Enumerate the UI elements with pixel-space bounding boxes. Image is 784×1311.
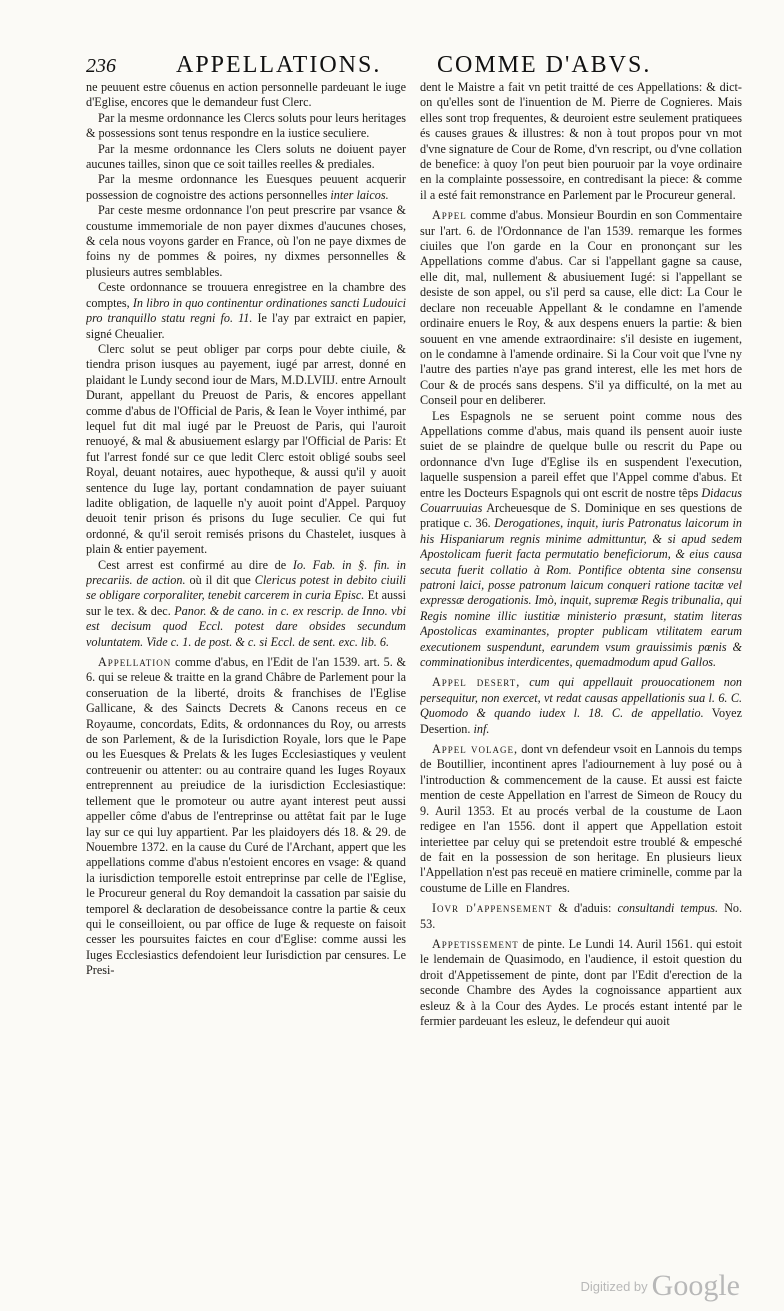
text: Cest arrest est confirmé au dire de [98, 557, 287, 572]
entry-paragraph [420, 208, 742, 408]
latin-phrase: consultandi tempus. [617, 901, 718, 916]
paragraph: Par la mesme ordonnance les Clers soluts ne doiuent payer aucunes tailles, sinon que ce soit tailles reelles & prediales. [86, 141, 406, 172]
paragraph [86, 280, 406, 342]
reference-number: No. 53. [420, 901, 742, 931]
right-column [420, 80, 742, 1029]
latin-citation: Panor. & de cano. in c. ex rescrip. de Inno. vbi est decisum quod Eccl. potest dare obsides secundum voluntatem. Vide c. 1. de post. & c. si Eccl. de sent. exc. lib. 6. [86, 603, 406, 649]
google-logo: Google [651, 1269, 740, 1302]
entry-headword: Appel volage, [432, 742, 519, 757]
paragraph [420, 409, 742, 671]
digitized-watermark [580, 1269, 740, 1303]
text: Ie l'ay par extraict en papier, signé Cheualier. [86, 311, 406, 341]
entry-headword: Appetissement [432, 936, 519, 951]
latin-definition: cum qui appellauit prouocationem non persequitur, non exercet, vt redat causas appellationis sua l. 6. C. Quomodo & quando iudex l. 18. C. de appellatio. [420, 675, 742, 721]
latin-citation: Io. Fab. in §. fin. in precariis. de action. [86, 557, 406, 587]
text: & d'aduis: [558, 901, 612, 916]
paragraph: Par ceste mesme ordonnance l'on peut prescrire par vsance & coustume immemoriale de non payer dixmes d'aucunes choses, & cela nous voyons garder en France, où l'on ne paye dixmes de foins ny de pommes & poires, ny dixmes personnelles & plusieurs autres semblables. [86, 203, 406, 279]
text: comme d'abus. Monsieur Bourdin en son Commentaire sur l'art. 6. de l'Ordonnance de l'an 1539. remarque les formes ciuiles que l'on garde en la Cour en prononçant sur les Appellations comme d'abus. Car si l'appellant gagne sa cause, elle dit, mal, nullement & abusiuement Iugé: si l'appellant se desiste de son appel, ou s'il perd sa cause, elle dict: La Cour le declare non receuable Appellant & le condamne en l'amende ordinaire enuers le Roy, & aux despens enuers la partie: & bien souuent en vne amende extraordinaire: s'il desiste en iugement, on le condamne à l'amende ordinaire. Si la Cour voit que l'vne ny l'autre des parties n'aye pas grand interest, elle les met hors de Cour & de procés sans despens. S'il ya difficulté, on la met au Conseil pour en deliberer. [420, 208, 742, 408]
paragraph: Clerc solut se peut obliger par corps pour debte ciuile, & tiendra prison iusques au payement, iugé par arrest, donné en plaidant le Lundy second iour de Mars, M.D.LVIIJ. entre Arnoult Durant, appellant du Preuost de Paris, & encores appellant comme d'abus de l'Official de Paris, & Iean le Voyer inthimé, par lequel fut dit mal iugé par le Preuost de Paris, qui l'auroit renuoyé, & mal & abusiuement eslargy par l'Official de Paris: Et fut l'arrest fondé sur ce que ledit Clerc estoit obligé soubs seel Royal, deuant notaires, auec hypotheque, & aussi qu'il y auoit sentence du Iuge lay, portant condamnation de payer suiuant ladite obligation, de laquelle n'y auoit point d'Appel. Parquoy deuoit tenir prison és prisons du Iuge seculier. Ce qui fut ordonné, & qu'il seroit remisés prisons du Chastelet, iusques à plain & entier payement. [86, 341, 406, 557]
running-title-left: APPELLATIONS. [176, 52, 382, 78]
text: Archeuesque de S. Dominique en ses questions de pratique c. 36. [420, 500, 742, 531]
page-number: 236 [86, 55, 116, 77]
paragraph: Par la mesme ordonnance les Clercs soluts pour leurs heritages & possessions sont tenus respondre en la iustice seculiere. [86, 110, 406, 141]
paragraph: dent le Maistre a fait vn petit traitté de ces Appellations: & dict-on qu'elles sont de l'inuention de M. Pierre de Cognieres. Mais elles sont trop frequentes, & deuroient estre seulement pratiquees és causes graues & illustres: & non à tout propos pour vn mot d'vne signature de Cour de Rome, d'vn rescript, ou d'vne collation de benefice: à quoy l'on peut bien pouruoir par la voye ordinaire en la complainte possessoire, en contredisant la piece: & comme il a esté fait remonstrance en Parlement par le Procureur general. [420, 80, 742, 202]
latin-citation: Clericus potest in debito ciuili se obligare corporaliter, tenebit carcerem in curia Episc. [86, 573, 406, 603]
text: Les Espagnols ne se seruent point comme nous des Appellations comme d'abus, mais quand ils pensent auoir iuste suiet de se plaindre de quelque bulle ou rescrit du Pape ou ordonnance d'vn Iuge d'Eglise ils en suspendent l'execution, laquelle suspension a pareil effet que l'Appel comme d'abus. Et entre les Docteurs Espagnols qui ont escrit de nostre têps [420, 408, 742, 500]
watermark-prefix: Digitized by [580, 1279, 648, 1294]
entry-paragraph [420, 937, 742, 1029]
paragraph: ne peuuent estre côuenus en action personnelle pardeuant le iuge d'Eglise, encores que le demandeur fust Clerc. [86, 80, 406, 110]
text: de pinte. Le Lundi 14. Auril 1561. qui estoit le lendemain de Quasimodo, en l'audience, il estoit question du droit d'Appetissement de pinte, dont par l'Edit d'erection de la seconde Chambre des Aydes la cognoissance appartient aux esleuz & à la Cour des Aydes. Le procés estant intenté par le fermier pardeuant les esleuz, le defendeur qui auoit [420, 936, 742, 1028]
entry-headword: Appel desert, [432, 675, 521, 690]
text: où il dit que [189, 573, 251, 587]
entry-paragraph [420, 675, 742, 737]
entry-paragraph [420, 742, 742, 896]
text: comme d'abus, en l'Edit de l'an 1539. art. 5. & 6. qui se releue & traitte en la grand Châbre de Parlement pour la conseruation de la liberté, droits & franchises de l'Eglise Gallicane, & des Saincts Decrets & Canons receus en ce Royaume, concordats, Edits, & ordonnances du Roy, ou arrests de son Parlement, & de la Iurisdiction Royale, lors que le Pape ou les Euesques & Prelats & les Iuges Ecclesiastiques y veulent contreuenir ou attenter: ou au contraire quand les Iuges Royaux entreprennent au preiudice de la iurisdiction Ecclesiastique: tellement que le promoteur ou autre ayant interest peut aussi appeller côme d'abus de l'entreprinse ou attêtat fait par le Iuge lay sur ce qui luy appartient. Par les plaidoyers dés 18. & 29. de Nouembre 1372. en la cause du Curé de l'Archant, appert que les appellations comme d'abus n'estoient encores en vsage: & quand la iurisdiction temporelle estoit entreprinse par celle de l'Eglise, le Procureur general du Roy demandoit la cassation par saisie du temporel & declaration de desobeissance contre la partie & ceux qui le conseilloient, ou par office de Iuge & requeste on faisoit cesser les poursuites faictes en cour d'Eglise: comme aussi les Iuges Ecclesiastics defendoient leur Iurisdiction par censures. Le Presi- [86, 655, 406, 978]
author-name: Didacus Couarruuias [420, 485, 742, 515]
left-column [86, 80, 406, 979]
entry-paragraph [420, 901, 742, 932]
cross-reference: Voyez Desertion. [420, 706, 742, 736]
text: Ceste ordonnance se trouuera enregistree en la chambre des comptes, [86, 280, 406, 310]
entry-headword: Iovr d'appensement [432, 901, 553, 916]
entry-paragraph [86, 655, 406, 979]
paragraph [86, 558, 406, 650]
text: Et aussi sur le tex. & dec. [86, 588, 406, 618]
latin-phrase: inter laicos. [330, 187, 389, 202]
text: dont vn defendeur vsoit en Lannois du temps de Boutillier, incontinent apres l'adiournement à luy posé ou à l'introduction & commencement de la cause. Et aussi est faicte mention de ceste Appellation en l'arrest de Simeon de Roucy du 9. Auril 1353. Et au procés verbal de la coustume de Laon redigee en l'an 1556. dont il appert que Appellation estoit interiettee par celuy qui se pretendoit estre troublé & empesché de fait en la possession de son heritage. En plusieurs lieux l'Appellation n'est pas receuë en matiere criminelle, comme par la coustume de Lille en Flandres. [420, 742, 742, 895]
latin-quote: Derogationes, inquit, iuris Patronatus laicorum in his Hispaniarum regnis minime admittuntur, & si apud sedem Apostolicam fuerit facta permutatio beneficiorum, & eius causa secuta fuerit collatio à Rom. Pontifice obtenta sine consensu patroni laici, posse patronum laicum conqueri ratione tacitæ vel expressæ derogationis. Imò, inquit, supremæ Regis tribunalia, qui Regis nomine illic iustitiæ ministerio præsunt, statim literas Apostolicas examinantes, propter publicam vtilitatem earum executionem suspendunt, earundem vsum grauissimis pœnis & comminationibus interdicentes, quemadmodum apud Gallos. [420, 516, 742, 670]
running-title-right: COMME D'ABVS. [437, 52, 652, 78]
latin-citation: In libro in quo continentur ordinationes sancti Ludouici pro tranquillo statu regni fo. 11. [86, 295, 406, 326]
paragraph [86, 172, 406, 203]
entry-headword: Appel [432, 208, 467, 223]
cross-reference-suffix: inf. [473, 721, 490, 736]
entry-headword: Appellation [98, 655, 172, 670]
text: Par la mesme ordonnance les Euesques peuuent acquerir possession de cognoistre des actions personnelles [86, 172, 406, 202]
